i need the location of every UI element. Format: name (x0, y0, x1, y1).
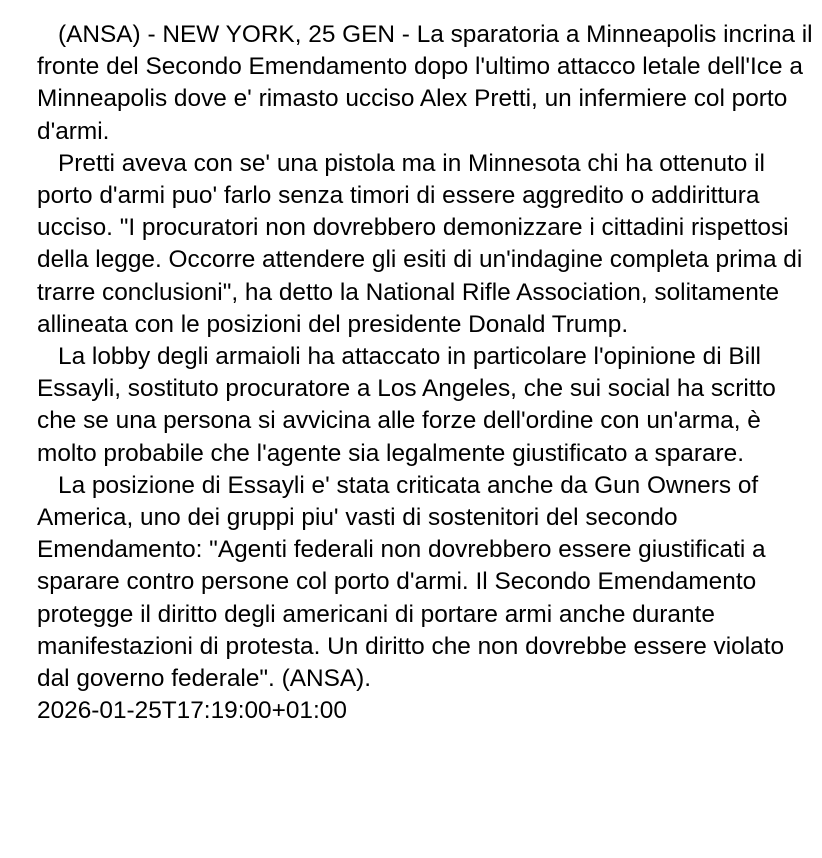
article-paragraph-4: La posizione di Essayli e' stata criticata anche da Gun Owners of America, uno dei gruppi piu' vasti di sostenitori del secondo Emendamento: "Agenti federali non dovrebbero essere giustificati a sparare contro persone col porto d'armi. Il Secondo Emendamento protegge il diritto degli americani di portare armi anche durante manifestazioni di protesta. Un diritto che non dovrebbe essere violato dal governo federale". (ANSA). (37, 471, 785, 693)
article-paragraph-3: La lobby degli armaioli ha attaccato in particolare l'opinione di Bill Essayli, sostituto procuratore a Los Angeles, che sui social ha scritto che se una persona si avvicina alle forze dell'ordine con un'arma, è molto probabile che l'agente sia legalmente giustificato a sparare. (37, 343, 776, 467)
article-paragraph-1: (ANSA) - NEW YORK, 25 GEN - La sparatoria a Minneapolis incrina il fronte del Secondo Emendamento dopo l'ultimo attacco letale dell'Ice a Minneapolis dove e' rimasto ucciso Alex Pretti, un infermiere col porto d'armi. (37, 21, 813, 145)
article-paragraph-2: Pretti aveva con se' una pistola ma in Minnesota chi ha ottenuto il porto d'armi puo' farlo senza timori di essere aggredito o addirittura ucciso. "I procuratori non dovrebbero demonizzare i cittadini rispettosi della legge. Occorre attendere gli esiti di un'indagine completa prima di trarre conclusioni", ha detto la National Rifle Association, solitamente allineata con le posizioni del presidente Donald Trump. (37, 149, 803, 338)
article-timestamp: 2026-01-25T17:19:00+01:00 (37, 697, 347, 725)
article-body (37, 19, 817, 727)
